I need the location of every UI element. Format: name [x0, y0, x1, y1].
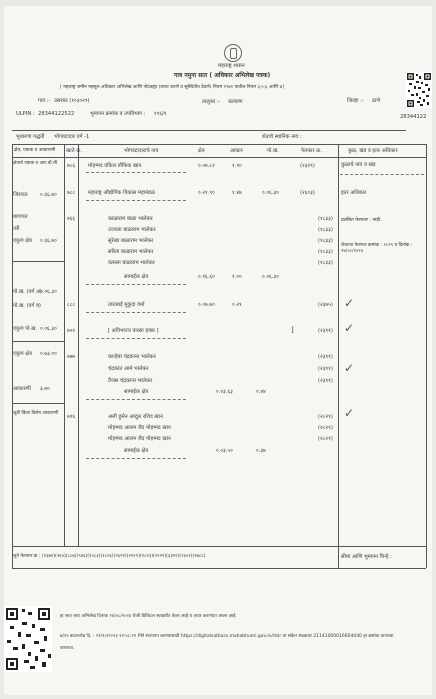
village-label: गाव :- [38, 98, 51, 104]
govt-label: महाराष्ट्र शासन [218, 63, 245, 69]
row6-common-assessment: ०.४४ [256, 389, 266, 395]
state-emblem-icon [224, 44, 242, 62]
row5-bracket: ] [291, 326, 294, 334]
col-account-header: खाते क्र. [66, 148, 82, 154]
taluka-value: कल्याण [228, 99, 243, 105]
row7-common-area: ०.०३.५० [216, 448, 233, 454]
row5-name: [ अविभाज्य वारसा हक्क ] [108, 328, 159, 334]
left-pot-a-value: ०.०६.३० [40, 289, 57, 295]
row5-mutation: (२३९१) [318, 328, 333, 334]
row6-mutation: (२३९१) [318, 354, 333, 360]
row1-name: मोहम्मद वकिल तौफिक खान [88, 163, 142, 169]
row1-assessment: १.९० [232, 163, 242, 169]
row6-name-2: चंद्रकांत आमे भालेकर [108, 366, 149, 372]
row3-account: ७६६ [67, 216, 76, 222]
right-pending: प्रलंबित फेरफार : नाही. [341, 218, 382, 223]
row4-area: ०.०७.७० [198, 302, 215, 308]
col-assessment-header: आकार [230, 148, 243, 154]
col-area-header: क्षेत्र [198, 148, 205, 154]
left-total-label: एकूण क्षेत्र [13, 238, 32, 244]
old-mutations: जुने फेरफार क्र : (१३७१)(२६५)(८८७)(९४६)(१०८३)(१८०६)(२६२१)(२१२१)(१८२३)(२२२९)(३३१२)(२३०२)(२७८८) [13, 554, 206, 559]
bottom-qr-code-icon [4, 606, 52, 672]
left-rice-label: तरी [13, 226, 20, 232]
left-unit-label: क्षेत्राचे एकक व आर.चौ.मी [13, 161, 58, 166]
col-pot-header: पो.ख. [267, 148, 279, 154]
ulpin-value: 28344122522 [38, 111, 75, 117]
checkmark-icon: ✓ [344, 406, 355, 420]
row6-mutation-2: (२३९१) [318, 366, 333, 372]
rules-line: [ महाराष्ट्र जमीन महसूल अधिकार अभिलेख आणि नोंदवह्या (तयार करणे व सुस्थितीत ठेवणे) नियम १९७१ यातील नियम ३,५,६ आणि ७] [60, 85, 284, 90]
row3-name-1: काळाराम बाळा भालेकर [108, 216, 153, 222]
top-qr-code-icon [406, 72, 432, 108]
row7-name-2: मोहम्मद आलम जैद मोहम्मद खान [108, 425, 171, 431]
row7-mutation: (२८२९) [318, 414, 333, 420]
survey-label: भूमापन क्रमांक व उपविभाग : [90, 111, 146, 117]
left-grand-total-value: ०.७३.०० [40, 351, 57, 357]
ulpin-label: ULPIN : [16, 111, 35, 117]
left-pot-a-label: पो.ख. (वर्ग अ) [13, 289, 42, 295]
row3-common-assessment: १.०० [232, 274, 242, 280]
row7-mutation-2: (२८२९) [318, 425, 333, 431]
district-value: ठाणे [372, 98, 381, 104]
col-mutation-header: फेरफार क्र. [301, 148, 322, 154]
row3-name-4: सरिता बाळाराम भालेकर [108, 249, 154, 255]
row6-common-label: सामाईक क्षेत्र [124, 389, 149, 395]
col-right-header: कुळ, खंड व इतर अधिकार [348, 148, 398, 154]
right-code: 28344122 [400, 114, 427, 120]
row7-mutation-3: (२८२९) [318, 436, 333, 442]
row3-mutation-4: (१८३३) [318, 249, 333, 255]
left-assessment-label: आकारणी [13, 386, 31, 392]
taluka-label: तालुका :- [202, 99, 221, 105]
right-other-rights: इतर अधिकार [341, 190, 367, 196]
row1-area: ०.०७.८२ [198, 163, 215, 169]
row7-name-1: अली हुसेन अब्दुल रशिद खान [108, 414, 163, 420]
left-pot-total-value: ०.०६.३० [40, 326, 57, 332]
row2-mutation: (२६०३) [300, 190, 315, 196]
row2-name: महाराष्ट्र औद्योगिक विकास महामंडळ [88, 190, 155, 196]
survey-value: ११६/१ [154, 111, 167, 117]
left-dry-value: ०.६६.७० [40, 192, 57, 198]
row6-name-3: तैजस चंद्रकान्त भालेकर [108, 378, 153, 384]
left-total-value: ०.६६.७० [40, 238, 57, 244]
form-title: गाव नमुना सात ( अधिकार अभिलेख पत्रक) [174, 72, 271, 79]
row3-common-area: ०.१६.६० [198, 274, 215, 280]
row7-name-3: मोहम्मद आलम जैद मोहम्मद खान [108, 436, 171, 442]
footer-note-1: हा सात बारा अभिलेख दिनांक २४/०८/२०२३ रोजी डिजिटल स्वाक्षरीत केला आहे व तयार करण्यात आला आहे. [60, 614, 237, 619]
tenure-value: भोगवटादार वर्ग -1 [54, 134, 90, 140]
row6-name-1: कान्हेबा चंद्रकान्त भालेकर [108, 354, 156, 360]
footer-note-2: ७/१२ डाउनलोड दि. : २९/१०/२०२३ १२:५८:२१ PM सत्यापन करण्यासाठी https://digitalsatbara.mahabhumi.gov.in/dsIr या संकेत स्थळावर 21141000016604040 हा क्रमांक वापरावा. [60, 634, 395, 639]
row7-common-assessment: ०.३७ [256, 448, 266, 454]
row3-mutation: (१८३३) [318, 216, 333, 222]
left-pot-total-label: एकूण पो.ख. [13, 326, 38, 332]
right-heading: कुळाचे नाव व खंड [341, 162, 376, 168]
left-dry-label: जिरायत [13, 192, 28, 198]
row6-account: ७७७ [67, 354, 76, 360]
tenure-label: भुधारणा पद्धती [16, 134, 45, 140]
row3-name-5: वत्सला बाळाराम भालेकर [108, 260, 155, 266]
row2-account: ७८८ [67, 190, 76, 196]
col-left-header: क्षेत्र, एकक व आकारणी [14, 148, 56, 153]
row3-common-label: सामाईक क्षेत्र [124, 274, 149, 280]
checkmark-icon: ✓ [344, 361, 355, 375]
right-last-mutation: शेवटचा फेरफार क्रमांक : २८२९ व दिनांक : २४/०८/२०२३ [341, 243, 413, 254]
checkmark-icon: ✓ [344, 321, 355, 335]
left-pot-b-label: पो.ख. (वर्ग ब) [13, 303, 41, 309]
row1-mutation: (२३२९) [300, 163, 315, 169]
row7-account: ७१६ [67, 414, 76, 420]
row4-account: ८८८ [67, 302, 76, 308]
left-grand-total-label: एकूण क्षेत्र [13, 351, 32, 357]
row4-mutation: (२३७५) [318, 302, 333, 308]
row3-common-pot: ०.०६.३० [262, 274, 279, 280]
footer-note-3: वापरावा. [60, 646, 75, 651]
local-name-label: शेताचे स्थानिक नाव : [262, 134, 302, 140]
row2-assessment: १.४७ [232, 190, 242, 196]
row7-common-label: सामाईक क्षेत्र [124, 448, 149, 454]
row3-name-2: उज्वला बाळाराम भालेकर [108, 227, 156, 233]
row2-area: ०.२१.९० [198, 190, 215, 196]
left-judi-label: जुडी किंवा विशेष आकारणी [13, 411, 59, 416]
left-garden-label: बागायत [13, 214, 28, 220]
row6-mutation-3: (२३९१) [318, 378, 333, 384]
village-value: उसरघर (१०३०२९) [54, 98, 90, 104]
row3-name-3: सुरेखा बाळाराम भालेकर [108, 238, 154, 244]
row1-account: ७८६ [67, 163, 76, 169]
row3-mutation-2: (१८३३) [318, 227, 333, 233]
district-label: जिल्हा :- [347, 98, 364, 104]
row3-mutation-3: (१८३३) [318, 238, 333, 244]
row4-assessment: ०.२९ [232, 302, 242, 308]
checkmark-icon: ✓ [344, 296, 355, 310]
boundary-label: सीमा आणि भुमापन चिन्हे : [341, 554, 392, 560]
row6-common-area: ०.०३.६३ [216, 389, 233, 395]
col-holder-header: भोगवटादाराचे नाव [124, 148, 159, 154]
left-assessment-value: ३.७० [40, 386, 50, 392]
document-page [4, 6, 432, 695]
row4-name: ताराबाई मुकुंदा वर्मा [108, 302, 145, 308]
row3-mutation-5: (१८३३) [318, 260, 333, 266]
row5-account: ७०२ [67, 328, 76, 334]
row2-pot: ०.०६.३० [262, 190, 279, 196]
